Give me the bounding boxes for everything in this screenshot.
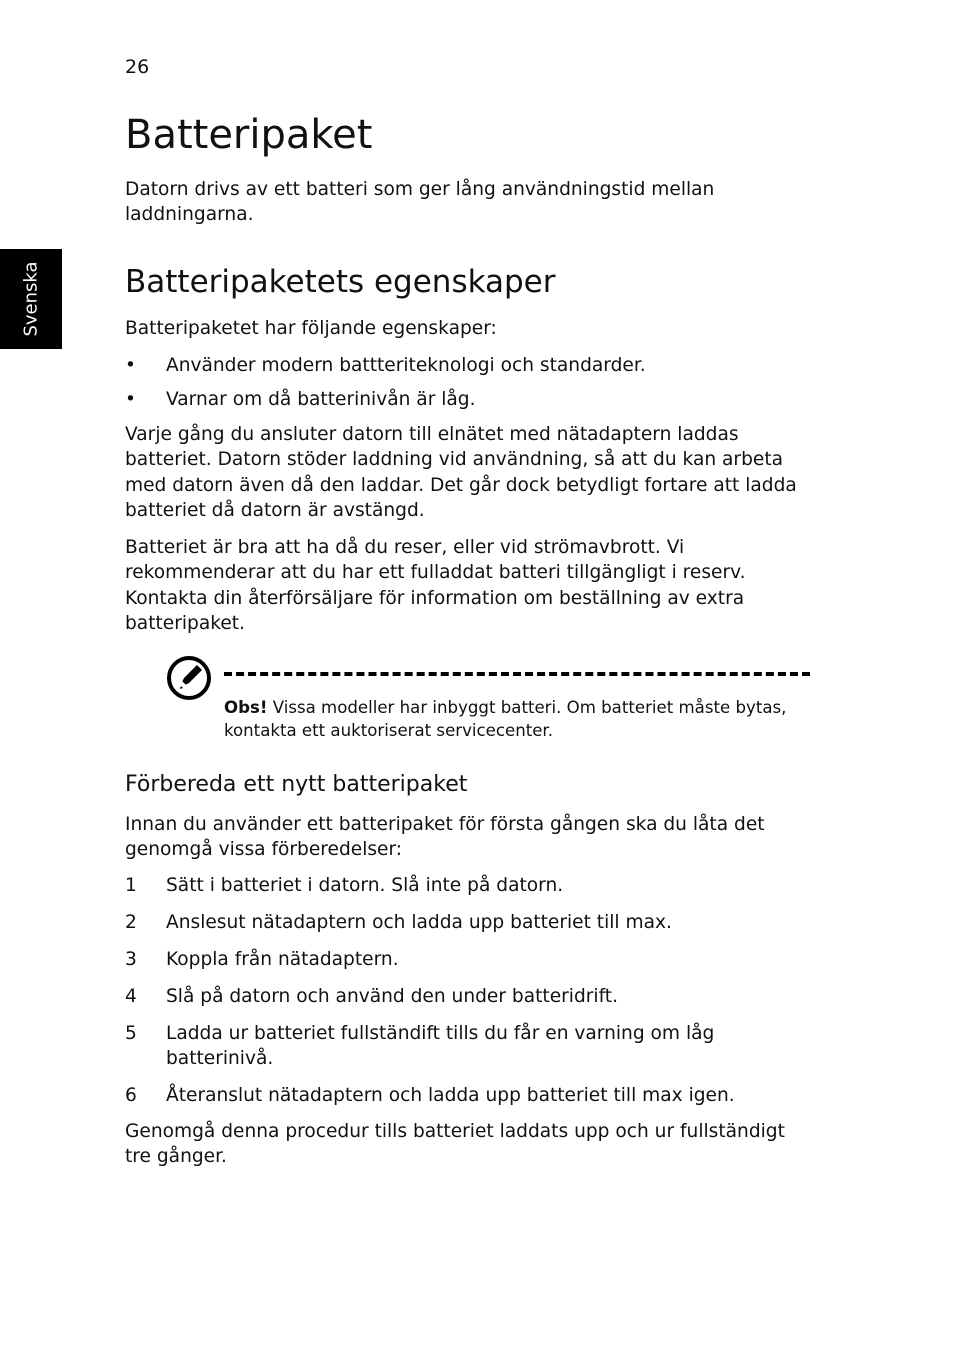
step-number: 1 — [125, 875, 137, 896]
bullet-text: Varnar om då batterinivån är låg. — [166, 389, 476, 410]
step-item — [125, 947, 815, 972]
bullet-item — [125, 353, 815, 378]
bullet-marker: • — [125, 389, 136, 410]
step-number: 4 — [125, 986, 137, 1007]
step-number: 5 — [125, 1023, 137, 1044]
step-item — [125, 873, 815, 898]
bullet-text: Använder modern battteriteknologi och standarder. — [166, 355, 646, 376]
travel-paragraph: Batteriet är bra att ha då du reser, eller vid strömavbrott. Vi rekommenderar att du har ett fulladdat batteri tillgängligt i reserv. Kontakta din återförsäljare för information om beställning av extra batteripaket. — [125, 537, 746, 634]
step-number: 2 — [125, 912, 137, 933]
side-tab-label: Svenska — [20, 261, 42, 337]
intro-paragraph: Datorn drivs av ett batteri som ger lång användningstid mellan laddningarna. — [125, 179, 715, 226]
bullet-item — [125, 387, 815, 412]
step-number: 3 — [125, 949, 137, 970]
step-text: Ladda ur batteriet fullständift tills du får en varning om låg batterinivå. — [166, 1023, 715, 1070]
step-item — [125, 1021, 815, 1072]
page-title: Batteripaket — [125, 112, 373, 158]
subsection-lead: Innan du använder ett batteripaket för första gången ska du låta det genomgå vissa förberedelser: — [125, 814, 765, 861]
step-number: 6 — [125, 1085, 137, 1106]
subsection-heading: Förbereda ett nytt batteripaket — [125, 772, 468, 797]
step-text: Anslesut nätadaptern och ladda upp batteriet till max. — [166, 912, 672, 933]
closing-paragraph: Genomgå denna procedur tills batteriet laddats upp och ur fullständigt tre gånger. — [125, 1121, 785, 1168]
note-icon — [166, 655, 212, 701]
note-text — [224, 696, 814, 742]
step-item — [125, 910, 815, 935]
step-text: Sätt i batteriet i datorn. Slå inte på datorn. — [166, 875, 564, 896]
step-text: Återanslut nätadaptern och ladda upp batteriet till max igen. — [166, 1085, 735, 1106]
language-side-tab — [0, 249, 62, 349]
step-item — [125, 1083, 815, 1108]
page-number: 26 — [125, 56, 150, 78]
step-item — [125, 984, 815, 1009]
charging-paragraph: Varje gång du ansluter datorn till elnätet med nätadaptern laddas batteriet. Datorn stöder laddning vid användning, så att du kan arbeta med datorn även då den laddar. Det går dock betydligt fortare att ladda batteriet då datorn är avstängd. — [125, 424, 797, 521]
section-heading: Batteripaketets egenskaper — [125, 264, 556, 300]
step-text: Koppla från nätadaptern. — [166, 949, 399, 970]
step-text: Slå på datorn och använd den under batteridrift. — [166, 986, 618, 1007]
section-lead: Batteripaketet har följande egenskaper: — [125, 318, 497, 339]
note-divider — [224, 672, 810, 676]
note-label: Obs! — [224, 698, 268, 717]
note-body: Vissa modeller har inbyggt batteri. Om batteriet måste bytas, kontakta ett auktoriserat servicecenter. — [224, 698, 787, 740]
bullet-marker: • — [125, 355, 136, 376]
